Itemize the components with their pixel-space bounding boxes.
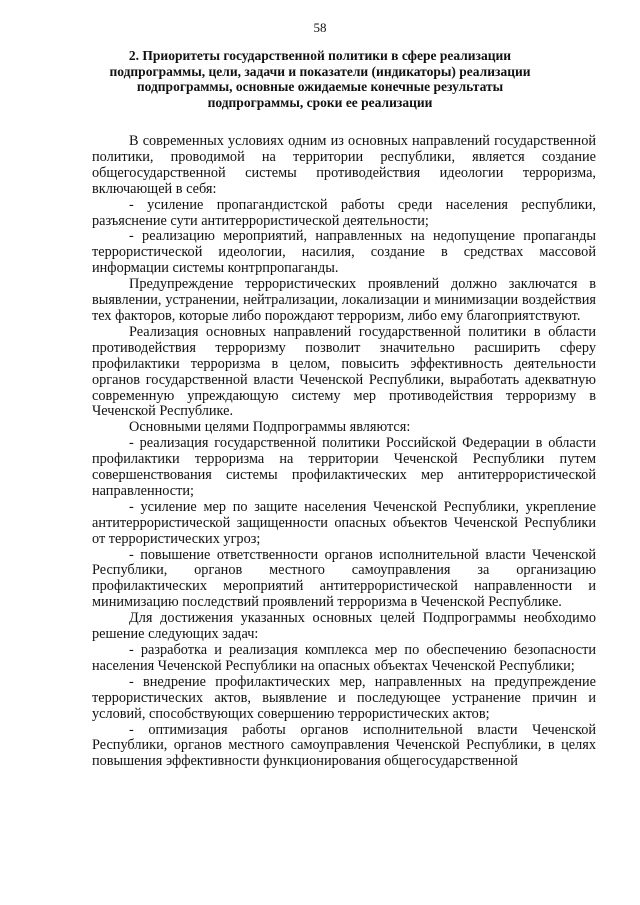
body-text: [92, 134, 596, 770]
paragraph: - разработка и реализация комплекса мер по обеспечению безопасности населения Чеченской Республики на опасных объектах Чеченской Республики;: [92, 642, 596, 674]
heading-line: 2. Приоритеты государственной политики в сфере реализации: [128, 48, 512, 63]
heading-line: подпрограммы, основные ожидаемые конечные результаты: [136, 79, 504, 94]
paragraph: В современных условиях одним из основных направлений государственной политики, проводимой на территории республики, является создание общегосударственной системы противодействия идеологии терроризма, включающей в себя:: [92, 133, 596, 197]
paragraph: - реализация государственной политики Российской Федерации в области профилактики терроризма на территории Чеченской Республики путем совершенствования системы профилактических мер антитеррористической направленности;: [92, 435, 596, 499]
paragraph: - внедрение профилактических мер, направленных на предупреждение террористических актов, выявление и последующее устранение причин и условий, способствующих совершению террористических актов;: [92, 673, 596, 722]
page-number: 58: [313, 20, 327, 35]
paragraph: Основными целями Подпрограммы являются:: [129, 419, 411, 436]
paragraph: - оптимизация работы органов исполнительной власти Чеченской Республики, органов местного самоуправления Чеченской Республики, в целях повышения эффективности функционирования общегосударственной: [92, 721, 596, 770]
heading-line: подпрограммы, сроки ее реализации: [207, 94, 433, 110]
paragraph: - усиление пропагандистской работы среди населения республики, разъяснение сути антитеррористической деятельности;: [92, 196, 596, 229]
paragraph: Реализация основных направлений государственной политики в области противодействия терроризму позволит значительно расширить сферу профилактики терроризма в целом, повысить эффективность деятельности органов государственной власти Чеченской Республики, выработать адекватную современную упреждающую систему мер противодействия терроризму в Чеченской Республике.: [92, 323, 596, 420]
paragraph: Для достижения указанных основных целей Подпрограммы необходимо решение следующих задач:: [92, 610, 596, 643]
paragraph: - реализацию мероприятий, направленных на недопущение пропаганды террористической идеологии, насилия, создание в средствах массовой информации системы контрпропаганды.: [92, 228, 596, 277]
heading-line: подпрограммы, цели, задачи и показатели (индикаторы) реализации: [109, 63, 531, 79]
paragraph: - повышение ответственности органов исполнительной власти Чеченской Республики, органов местного самоуправления за организацию профилактических мероприятий антитеррористической направленности и минимизацию последствий проявлений терроризма в Чеченской Республике.: [92, 546, 596, 611]
section-heading: [92, 48, 548, 110]
paragraph: - усиление мер по защите населения Чеченской Республики, укрепление антитеррористической защищенности опасных объектов Чеченской Республики от террористических угроз;: [92, 498, 596, 547]
paragraph: Предупреждение террористических проявлений должно заключатся в выявлении, устранении, нейтрализации, локализации и минимизации воздействия тех факторов, которые либо порождают терроризм, либо ему благоприятствуют.: [92, 276, 596, 324]
